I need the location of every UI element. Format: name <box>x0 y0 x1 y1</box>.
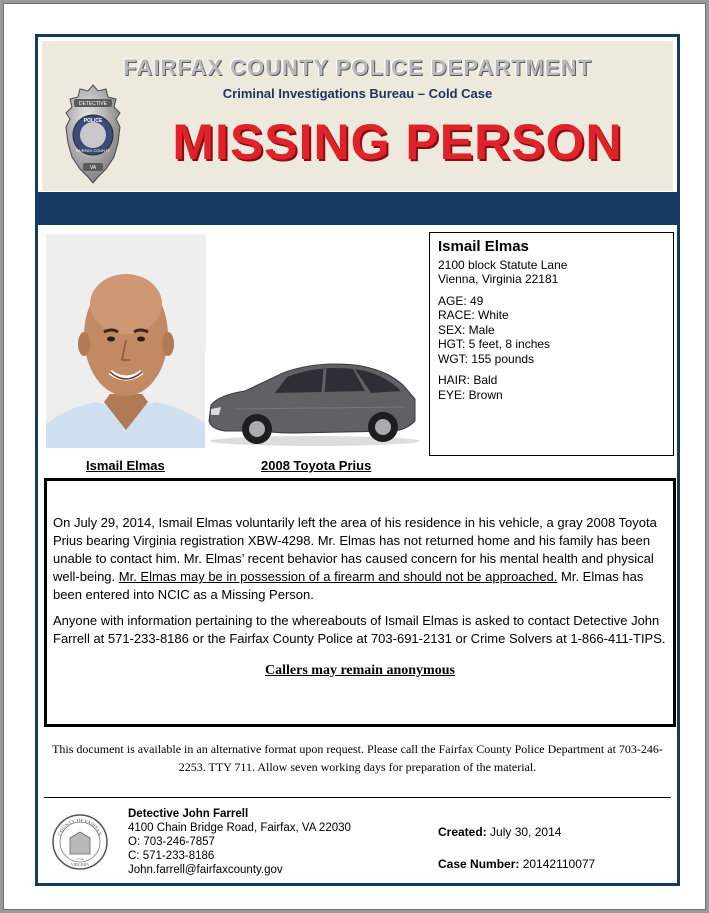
sex-field: SEX: Male <box>438 322 495 337</box>
age-field: AGE: 49 <box>438 293 484 308</box>
office-phone: O: 703-246-7857 <box>128 836 215 848</box>
eye-field: EYE: Brown <box>438 387 503 402</box>
bureau-subtitle: Criminal Investigations Bureau – Cold Case <box>222 86 493 101</box>
detective-address: 4100 Chain Bridge Road, Fairfax, VA 22030 <box>128 822 351 834</box>
created-date: Created: July 30, 2014 <box>438 825 562 839</box>
footer-divider <box>44 797 671 798</box>
county-seal-icon <box>52 814 108 870</box>
hair-field: HAIR: Bald <box>438 373 498 387</box>
detective-contact <box>128 807 351 877</box>
svg-text:1742: 1742 <box>76 857 84 861</box>
detective-email: John.farrell@fairfaxcounty.gov <box>128 864 283 876</box>
svg-text:DETECTIVE: DETECTIVE <box>78 101 108 107</box>
description-paragraph-2: Anyone with information pertaining to the whereabouts of Ismail Elmas is asked to contact Detective John Farrell at 571-233-8186 or the Fairfax County Police at 703-691-2131 or Crime Solvers at 1-866-411-TIPS. <box>53 613 666 646</box>
person-info-box <box>429 232 674 456</box>
police-badge-icon <box>62 83 124 185</box>
person-name: Ismail Elmas <box>438 238 529 255</box>
height-field: HGT: 5 feet, 8 inches <box>438 337 551 351</box>
anonymous-note: Callers may remain anonymous <box>265 663 455 678</box>
description-paragraph-1: On July 29, 2014, Ismail Elmas voluntarily left the area of his residence in his vehicle, a gray 2008 Toyota Prius bearing Virginia registration XBW-4298. Mr. Elmas has not returned home and his family has been unable to contact him. Mr. Elmas’ recent behavior has caused concern for his mental health and physical well-being. Mr. Elmas may be in possession of a firearm and should not be approached. Mr. Elmas has been entered into NCIC as a Missing Person. <box>53 515 657 602</box>
case-number: Case Number: 20142110077 <box>438 857 596 871</box>
svg-text:VIRGINIA: VIRGINIA <box>70 862 90 867</box>
detective-name: Detective John Farrell <box>128 808 249 820</box>
race-field: RACE: White <box>438 308 509 322</box>
page <box>3 3 706 910</box>
svg-text:FAIRFAX COUNTY: FAIRFAX COUNTY <box>75 148 111 153</box>
photo-caption: Ismail Elmas <box>86 458 165 473</box>
address-line-2: Vienna, Virginia 22181 <box>438 272 559 286</box>
alternative-format-note: This document is available in an alternative format upon request. Please call the Fairfax County Police Department at 703-246-2253. TTY 711. Allow seven working days for preparation of the material. <box>52 742 663 774</box>
car-photo <box>205 351 423 447</box>
description-box <box>44 478 676 727</box>
department-title: FAIRFAX COUNTY POLICE DEPARTMENT <box>123 55 592 80</box>
flyer-frame <box>35 34 680 886</box>
navy-band <box>38 192 677 225</box>
svg-text:POLICE: POLICE <box>83 118 103 124</box>
car-caption: 2008 Toyota Prius <box>261 458 372 473</box>
firearm-warning: Mr. Elmas may be in possession of a firearm and should not be approached. <box>118 569 558 584</box>
weight-field: WGT: 155 pounds <box>438 351 535 366</box>
missing-person-headline: MISSING PERSON <box>172 114 623 170</box>
address-line-1: 2100 block Statute Lane <box>438 257 568 272</box>
header-panel <box>42 41 673 191</box>
cell-phone: C: 571-233-8186 <box>128 850 215 862</box>
svg-text:VA: VA <box>89 165 97 171</box>
svg-text:COUNTY OF FAIRFAX: COUNTY OF FAIRFAX <box>58 818 102 837</box>
person-photo <box>46 234 206 448</box>
